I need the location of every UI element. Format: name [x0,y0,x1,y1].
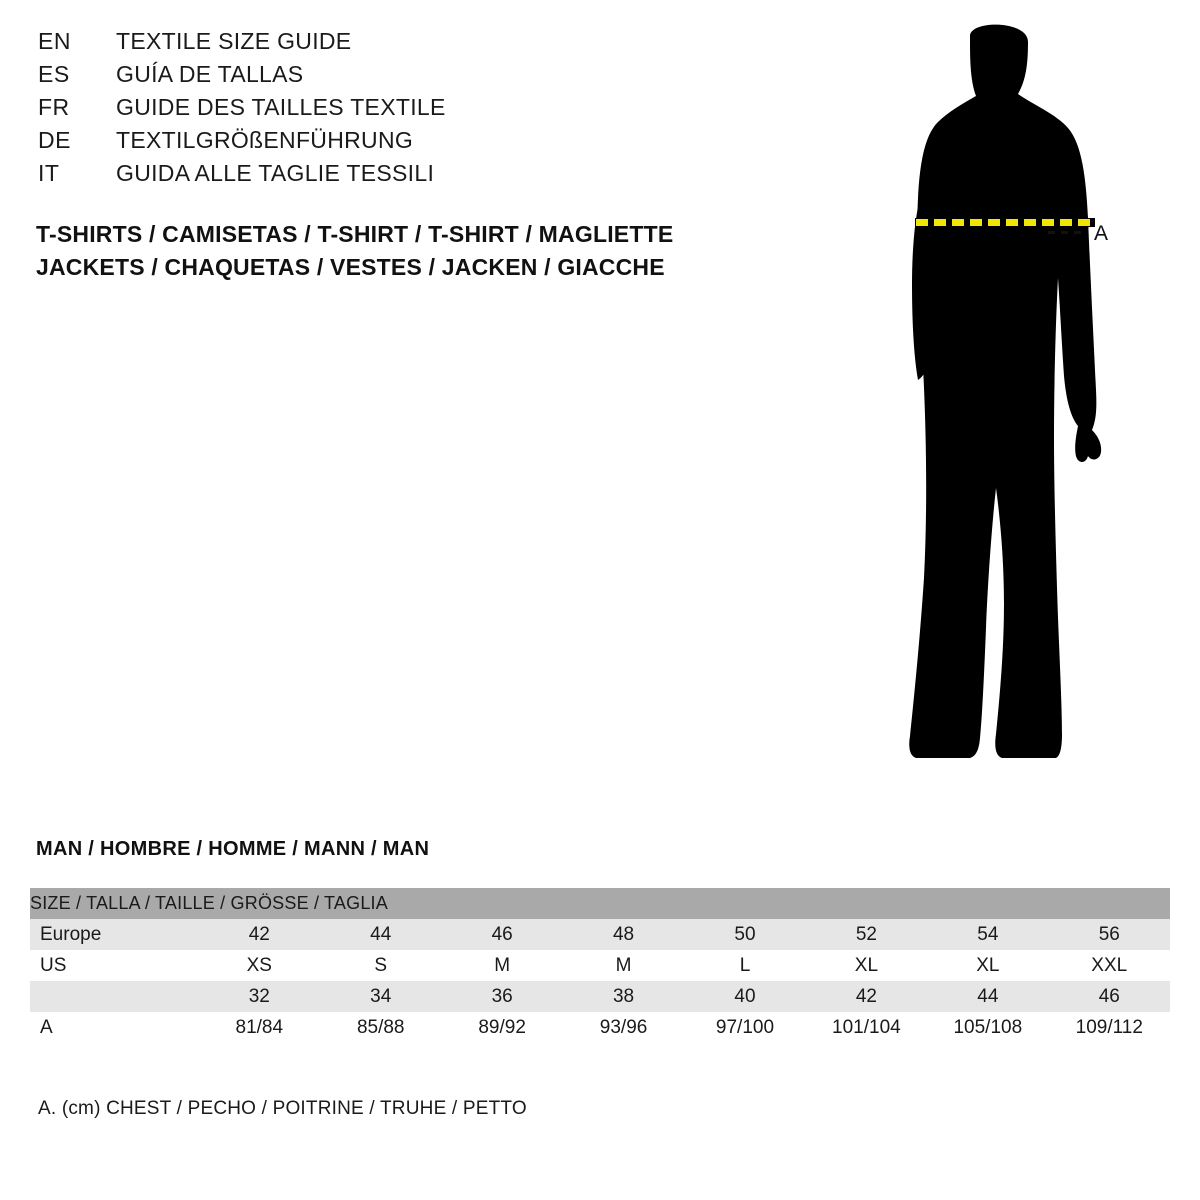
language-code: IT [38,160,60,186]
cell: 36 [441,981,562,1012]
cell: 34 [320,981,441,1012]
cell: 46 [441,919,562,950]
row-label: US [30,950,199,981]
cell: 101/104 [806,1012,927,1043]
category-jackets: JACKETS / CHAQUETAS / VESTES / JACKEN / GIACCHE [36,254,665,280]
language-title: GUIDA ALLE TAGLIE TESSILI [116,160,435,186]
table-row [30,1012,1170,1043]
cell: 42 [199,919,320,950]
table-row [30,950,1170,981]
cell: 85/88 [320,1012,441,1043]
cell: 93/96 [563,1012,684,1043]
language-row [38,94,738,127]
cell: 54 [927,919,1048,950]
cell: M [563,950,684,981]
cell: 44 [320,919,441,950]
cell: XL [806,950,927,981]
cell: 56 [1049,919,1170,950]
cell: 40 [684,981,805,1012]
measure-label-a: A [1094,222,1109,245]
cell: XL [927,950,1048,981]
cell: 81/84 [199,1012,320,1043]
category-list [36,218,796,284]
table-row [30,981,1170,1012]
cell: L [684,950,805,981]
cell: S [320,950,441,981]
table-footnote: A. (cm) CHEST / PECHO / POITRINE / TRUHE / PETTO [38,1098,527,1119]
table-row [30,919,1170,950]
language-title: GUIDE DES TAILLES TEXTILE [116,94,446,120]
table-header-label: SIZE / TALLA / TAILLE / GRÖSSE / TAGLIA [30,888,1170,919]
language-row [38,61,738,94]
language-code: EN [38,28,71,54]
size-table [30,888,1170,1043]
cell: M [441,950,562,981]
chest-measure-dashes [915,218,1095,227]
cell: 46 [1049,981,1170,1012]
language-code: DE [38,127,71,153]
language-row [38,160,738,193]
cell: 89/92 [441,1012,562,1043]
language-title: GUÍA DE TALLAS [116,61,304,87]
measure-leader-line [1048,231,1084,234]
cell: 52 [806,919,927,950]
cell: 38 [563,981,684,1012]
cell: XS [199,950,320,981]
row-label: Europe [30,919,199,950]
language-list [38,28,738,193]
table-section-title: MAN / HOMBRE / HOMME / MANN / MAN [36,838,430,860]
cell: 105/108 [927,1012,1048,1043]
silhouette-icon [820,18,1180,788]
language-row [38,28,738,61]
man-silhouette-figure [820,18,1180,788]
language-title: TEXTILGRÖßENFÜHRUNG [116,127,414,153]
cell: 32 [199,981,320,1012]
language-row [38,127,738,160]
language-title: TEXTILE SIZE GUIDE [116,28,352,54]
cell: 42 [806,981,927,1012]
table-header-row [30,888,1170,919]
cell: 48 [563,919,684,950]
language-code: ES [38,61,70,87]
cell: 97/100 [684,1012,805,1043]
row-label: A [30,1012,199,1043]
cell: 109/112 [1049,1012,1170,1043]
cell: 44 [927,981,1048,1012]
row-label [30,981,199,1012]
cell: XXL [1049,950,1170,981]
category-tshirts: T-SHIRTS / CAMISETAS / T-SHIRT / T-SHIRT / MAGLIETTE [36,221,674,247]
cell: 50 [684,919,805,950]
language-code: FR [38,94,70,120]
